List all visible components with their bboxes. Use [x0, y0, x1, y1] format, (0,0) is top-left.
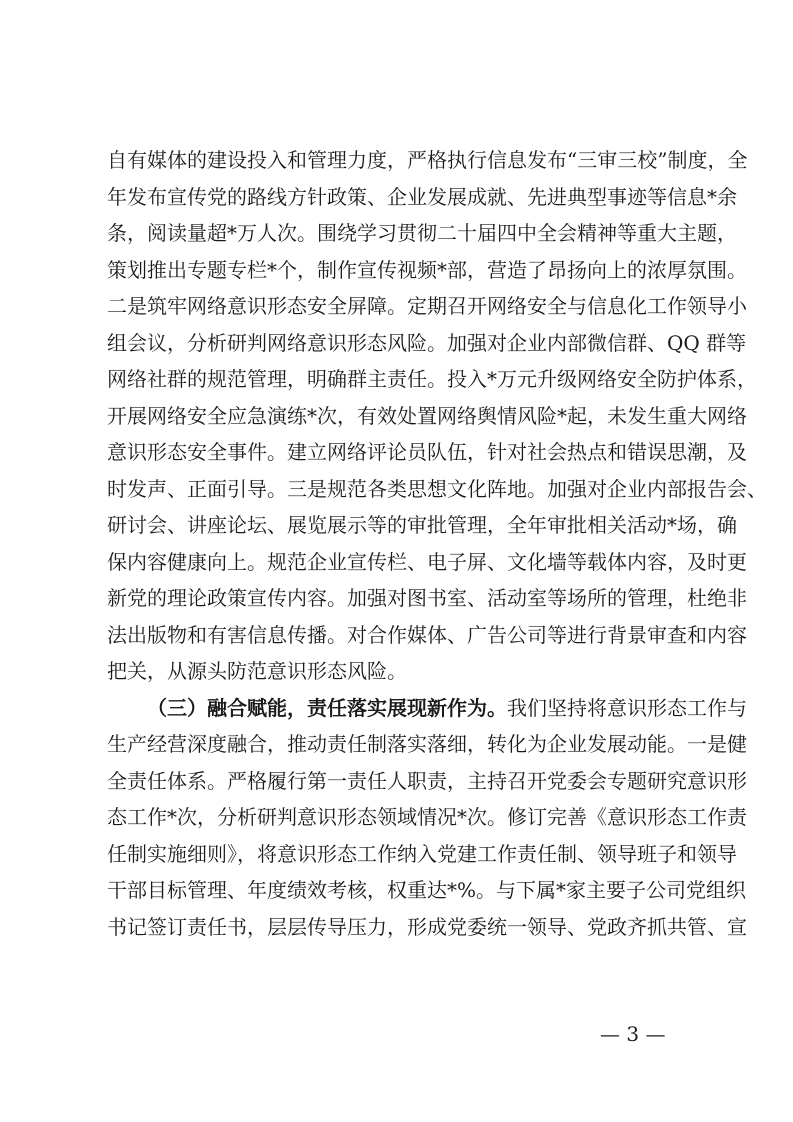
- text-line: 干部目标管理、年度绩效考核，权重达*%。与下属*家主要子公司党组织: [107, 878, 747, 902]
- text-line: 全责任体系。严格履行第一责任人职责，主持召开党委会专题研究意识形: [107, 768, 747, 793]
- text-line: 组会议，分析研判网络意识形态风险。加强对企业内部微信群、QQ 群等: [107, 330, 747, 355]
- text-line: 生产经营深度融合，推动责任制落实落细，转化为企业发展动能。一是健: [107, 732, 747, 756]
- section-heading-continuation: 我们坚持将意识形态工作与: [507, 695, 747, 720]
- text-line: 任制实施细则》，将意识形态工作纳入党建工作责任制、领导班子和领导: [107, 841, 737, 866]
- text-line: 网络社群的规范管理，明确群主责任。投入*万元升级网络安全防护体系，: [107, 367, 757, 391]
- text-line: 开展网络安全应急演练*次，有效处置网络舆情风险*起，未发生重大网络: [107, 403, 747, 428]
- text-line: 保内容健康向上。规范企业宣传栏、电子屏、文化墙等载体内容，及时更: [107, 549, 747, 574]
- text-line: 条，阅读量超*万人次。围绕学习贯彻二十届四中全会精神等重大主题，: [107, 221, 737, 245]
- text-line: 二是筑牢网络意识形态安全屏障。定期召开网络安全与信息化工作领导小: [107, 294, 747, 318]
- text-line: 时发声、正面引导。三是规范各类思想文化阵地。加强对企业内部报告会、: [107, 476, 767, 501]
- text-line: 年发布宣传党的路线方针政策、企业发展成就、先进典型事迹等信息*余: [107, 184, 737, 209]
- page-number: — 3 —: [600, 1022, 666, 1046]
- text-line: 书记签订责任书，层层传导压力，形成党委统一领导、党政齐抓共管、宣: [107, 914, 747, 939]
- text-line: 态工作*次，分析研判意识形态领域情况*次。修订完善《意识形态工作责: [107, 805, 747, 829]
- text-line: 新党的理论政策宣传内容。加强对图书室、活动室等场所的管理，杜绝非: [107, 586, 747, 610]
- text-line: 意识形态安全事件。建立网络评论员队伍，针对社会热点和错误思潮，及: [107, 440, 747, 464]
- text-line: 法出版物和有害信息传播。对合作媒体、广告公司等进行背景审查和内容: [107, 622, 747, 647]
- text-line: 把关，从源头防范意识形态风险。: [107, 659, 407, 683]
- section-heading: （三）融合赋能，责任落实展现新作为。: [147, 695, 507, 720]
- text-line: 自有媒体的建设投入和管理力度，严格执行信息发布“三审三校”制度，全: [107, 148, 748, 172]
- paragraph-start-line: [107, 690, 747, 727]
- body-text: [107, 142, 767, 945]
- text-line: 研讨会、讲座论坛、展览展示等的审批管理，全年审批相关活动*场，确: [107, 513, 737, 537]
- text-line: 策划推出专题专栏*个，制作宣传视频*部，营造了昂扬向上的浓厚氛围。: [107, 257, 747, 282]
